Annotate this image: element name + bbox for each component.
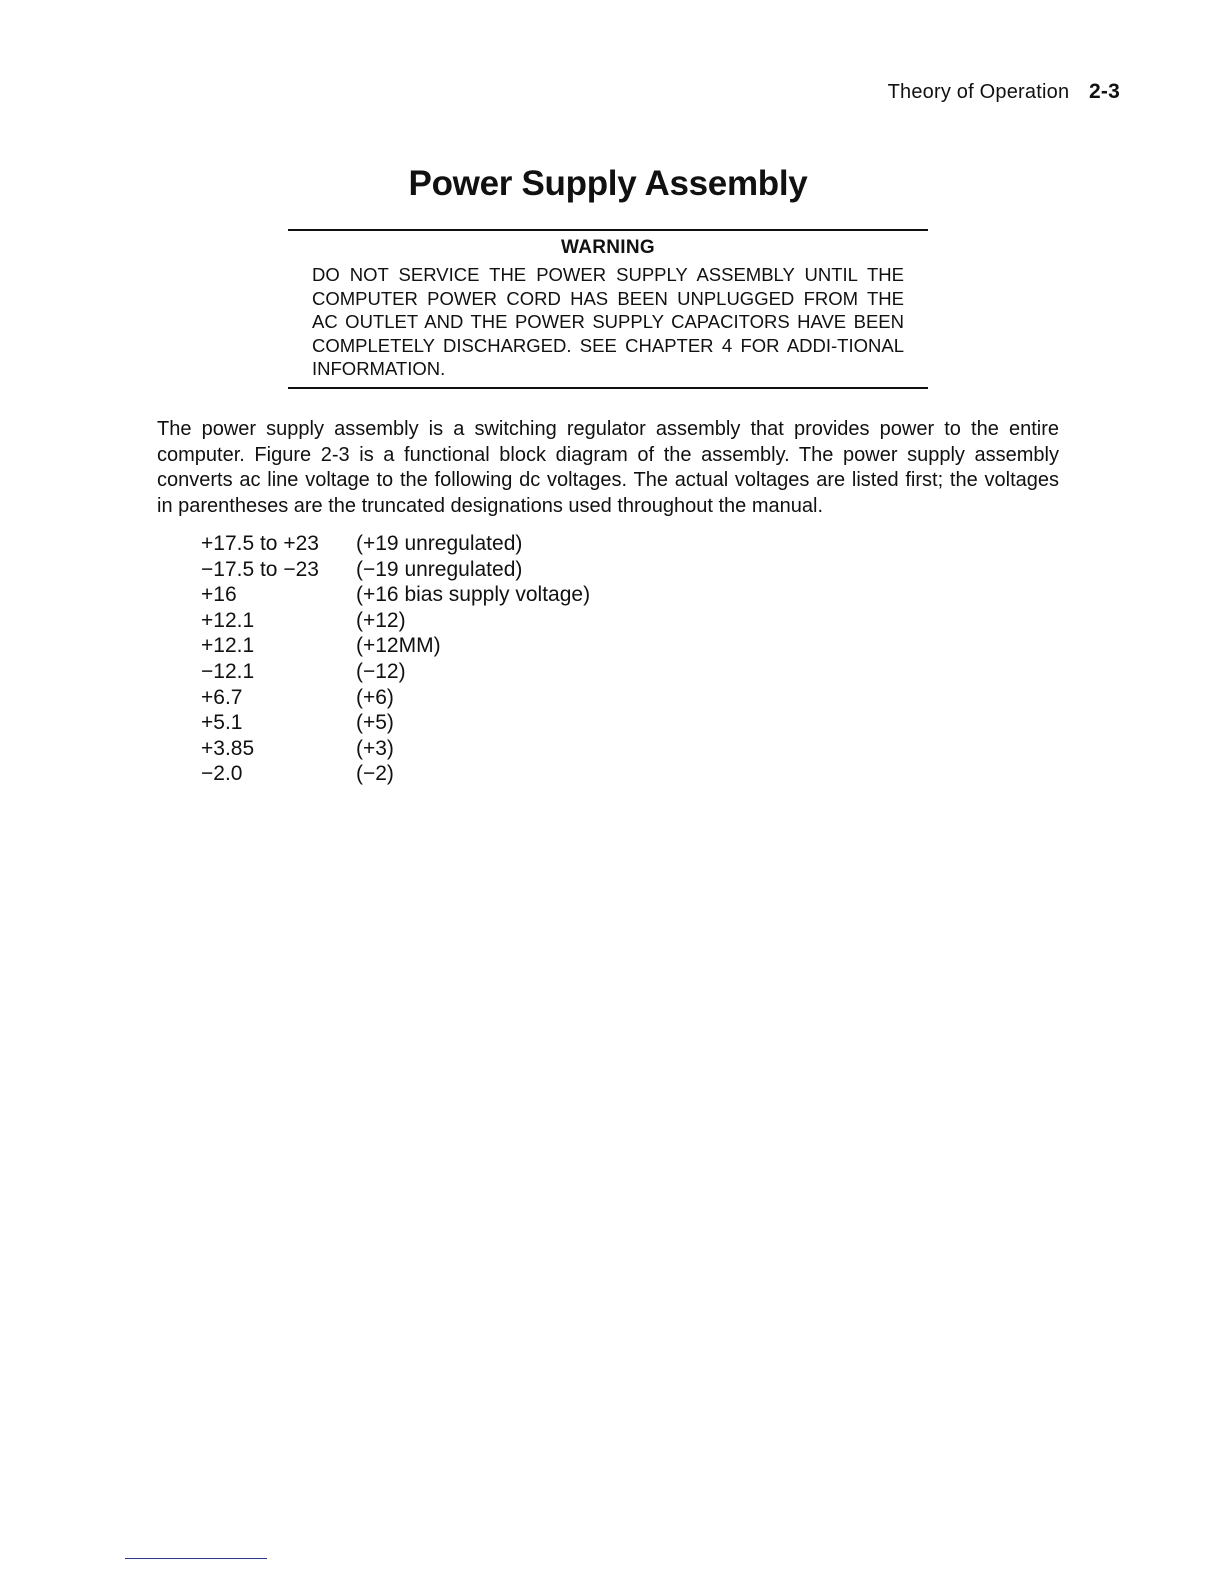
- voltage-row: [201, 659, 590, 685]
- warning-text: DO NOT SERVICE THE POWER SUPPLY ASSEMBLY UNTIL THE COMPUTER POWER CORD HAS BEEN UNPLUGGED FROM THE AC OUTLET AND THE POWER SUPPLY CAPACITORS HAVE BEEN COMPLETELY DISCHARGED. SEE CHAPTER 4 FOR ADDI-TIONAL INFORMATION.: [312, 264, 904, 379]
- voltage-actual: +12.1: [201, 608, 255, 632]
- page-header: [760, 80, 1120, 104]
- voltage-row: [201, 531, 590, 557]
- voltage-designation: (+6): [356, 685, 394, 709]
- running-header-section: Theory of Operation: [887, 81, 1070, 103]
- voltage-actual: −17.5 to −23: [201, 557, 319, 581]
- voltage-actual: +3.85: [201, 736, 255, 760]
- voltage-actual: +16: [201, 583, 237, 607]
- voltage-designation: (−19 unregulated): [356, 557, 523, 581]
- voltage-actual: +5.1: [201, 711, 243, 735]
- voltage-designation: (−12): [356, 659, 406, 683]
- voltage-actual: +6.7: [201, 685, 243, 709]
- voltage-actual: +12.1: [201, 634, 255, 658]
- voltage-row: [201, 557, 590, 583]
- voltage-row: [201, 761, 590, 787]
- voltage-row: [201, 582, 590, 608]
- footer-rule: [125, 1558, 267, 1559]
- intro-paragraph: The power supply assembly is a switching regulator assembly that provides power to the entire computer. Figure 2-3 is a functional block diagram of the assembly. The power supply assembly converts ac line voltage to the following dc voltages. The actual voltages are listed first; the voltages in parentheses are the truncated designations used throughout the manual.: [157, 418, 1059, 517]
- voltage-designation: (+12MM): [356, 634, 441, 658]
- voltage-designation: (+16 bias supply voltage): [356, 583, 591, 607]
- voltage-row: [201, 608, 590, 634]
- voltage-actual: +17.5 to +23: [201, 532, 319, 555]
- voltage-row: [201, 736, 590, 762]
- voltage-designation: (+5): [356, 711, 394, 735]
- warning-label: WARNING: [561, 237, 655, 258]
- voltage-row: [201, 685, 590, 711]
- voltage-list: [201, 531, 590, 787]
- voltage-actual: −2.0: [201, 762, 243, 786]
- voltage-row: [201, 710, 590, 736]
- voltage-designation: (+3): [356, 736, 394, 760]
- voltage-designation: (−2): [356, 762, 394, 786]
- page-title: Power Supply Assembly: [408, 164, 808, 203]
- voltage-designation: (+12): [356, 608, 406, 632]
- voltage-row: [201, 633, 590, 659]
- voltage-actual: −12.1: [201, 659, 255, 683]
- voltage-designation: (+19 unregulated): [356, 532, 523, 555]
- page-number: 2-3: [1089, 80, 1120, 103]
- warning-box: [288, 229, 928, 389]
